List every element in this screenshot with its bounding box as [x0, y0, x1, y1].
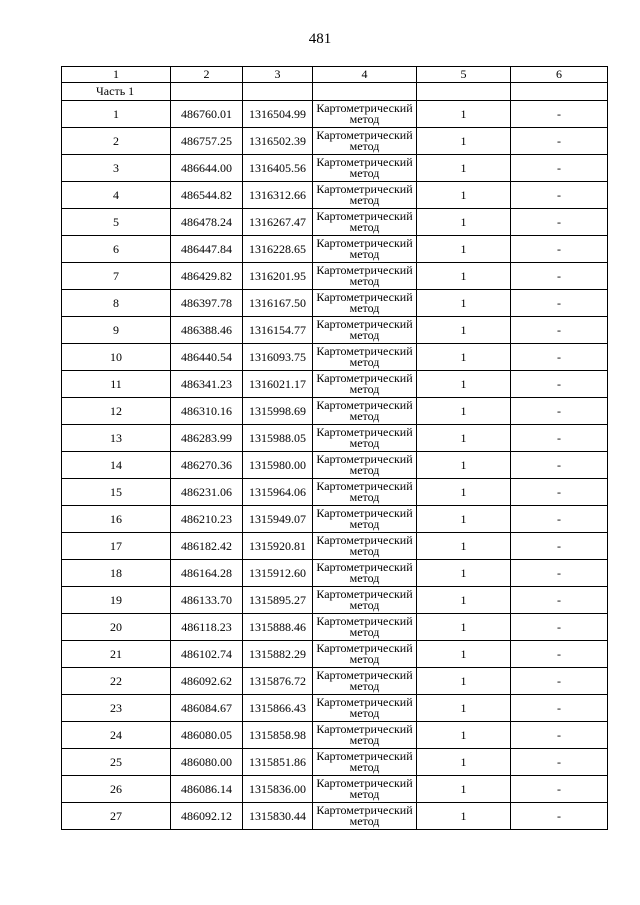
y-coordinate-cell: 1316201.95 [243, 263, 313, 290]
table-row [62, 668, 608, 695]
accuracy-cell: 1 [417, 452, 511, 479]
accuracy-cell: 1 [417, 371, 511, 398]
accuracy-cell: 1 [417, 587, 511, 614]
note-cell: - [511, 668, 608, 695]
method-line-1: Картометрический [316, 398, 413, 412]
point-number-cell: 12 [62, 398, 171, 425]
method-cell [313, 749, 417, 776]
x-coordinate-cell: 486478.24 [171, 209, 243, 236]
point-number-cell: 13 [62, 425, 171, 452]
method-line-1: Картометрический [316, 641, 413, 655]
method-cell [313, 776, 417, 803]
y-coordinate-cell: 1316154.77 [243, 317, 313, 344]
note-cell: - [511, 128, 608, 155]
method-cell [313, 641, 417, 668]
note-cell: - [511, 182, 608, 209]
x-coordinate-cell: 486182.42 [171, 533, 243, 560]
accuracy-cell: 1 [417, 506, 511, 533]
note-cell: - [511, 317, 608, 344]
point-number-cell: 5 [62, 209, 171, 236]
y-coordinate-cell: 1315998.69 [243, 398, 313, 425]
method-line-1: Картометрический [316, 452, 413, 466]
method-cell [313, 425, 417, 452]
method-cell [313, 290, 417, 317]
method-cell [313, 263, 417, 290]
note-cell: - [511, 641, 608, 668]
table-row [62, 452, 608, 479]
note-cell: - [511, 749, 608, 776]
x-coordinate-cell: 486447.84 [171, 236, 243, 263]
column-header: 4 [313, 67, 417, 83]
x-coordinate-cell: 486388.46 [171, 317, 243, 344]
method-cell [313, 560, 417, 587]
y-coordinate-cell: 1316405.56 [243, 155, 313, 182]
method-cell [313, 695, 417, 722]
x-coordinate-cell: 486118.23 [171, 614, 243, 641]
column-header: 3 [243, 67, 313, 83]
table-row [62, 803, 608, 830]
table-row [62, 128, 608, 155]
y-coordinate-cell: 1316167.50 [243, 290, 313, 317]
accuracy-cell: 1 [417, 695, 511, 722]
note-cell: - [511, 560, 608, 587]
point-number-cell: 1 [62, 101, 171, 128]
method-line-1: Картометрический [316, 101, 413, 115]
method-line-2: метод [349, 625, 380, 639]
method-line-1: Картометрический [316, 128, 413, 142]
table-row [62, 344, 608, 371]
accuracy-cell: 1 [417, 209, 511, 236]
accuracy-cell: 1 [417, 344, 511, 371]
y-coordinate-cell: 1315980.00 [243, 452, 313, 479]
accuracy-cell: 1 [417, 398, 511, 425]
y-coordinate-cell: 1315988.05 [243, 425, 313, 452]
empty-cell [243, 83, 313, 101]
y-coordinate-cell: 1315830.44 [243, 803, 313, 830]
column-header: 1 [62, 67, 171, 83]
point-number-cell: 26 [62, 776, 171, 803]
method-cell [313, 722, 417, 749]
method-line-1: Картометрический [316, 533, 413, 547]
accuracy-cell: 1 [417, 776, 511, 803]
table-row [62, 776, 608, 803]
note-cell: - [511, 803, 608, 830]
method-line-2: метод [349, 598, 380, 612]
method-line-2: метод [349, 301, 380, 315]
table-row [62, 317, 608, 344]
method-line-1: Картометрический [316, 614, 413, 628]
method-line-2: метод [349, 355, 380, 369]
method-cell [313, 587, 417, 614]
note-cell: - [511, 101, 608, 128]
accuracy-cell: 1 [417, 668, 511, 695]
x-coordinate-cell: 486133.70 [171, 587, 243, 614]
method-line-1: Картометрический [316, 236, 413, 250]
y-coordinate-cell: 1316504.99 [243, 101, 313, 128]
table-row [62, 641, 608, 668]
method-line-1: Картометрический [316, 290, 413, 304]
accuracy-cell: 1 [417, 290, 511, 317]
method-line-2: метод [349, 463, 380, 477]
point-number-cell: 6 [62, 236, 171, 263]
x-coordinate-cell: 486544.82 [171, 182, 243, 209]
table-row [62, 101, 608, 128]
method-line-2: метод [349, 220, 380, 234]
method-line-2: метод [349, 679, 380, 693]
method-line-2: метод [349, 436, 380, 450]
column-header: 5 [417, 67, 511, 83]
note-cell: - [511, 587, 608, 614]
point-number-cell: 20 [62, 614, 171, 641]
table-row [62, 749, 608, 776]
y-coordinate-cell: 1316312.66 [243, 182, 313, 209]
point-number-cell: 11 [62, 371, 171, 398]
method-cell [313, 155, 417, 182]
point-number-cell: 9 [62, 317, 171, 344]
point-number-cell: 2 [62, 128, 171, 155]
method-line-1: Картометрический [316, 182, 413, 196]
method-line-2: метод [349, 193, 380, 207]
y-coordinate-cell: 1315888.46 [243, 614, 313, 641]
point-number-cell: 16 [62, 506, 171, 533]
point-number-cell: 14 [62, 452, 171, 479]
coordinates-table [61, 66, 608, 830]
accuracy-cell: 1 [417, 479, 511, 506]
method-line-1: Картометрический [316, 695, 413, 709]
note-cell: - [511, 290, 608, 317]
y-coordinate-cell: 1316502.39 [243, 128, 313, 155]
accuracy-cell: 1 [417, 101, 511, 128]
method-line-2: метод [349, 409, 380, 423]
section-label: Часть 1 [62, 83, 171, 101]
accuracy-cell: 1 [417, 614, 511, 641]
table-row [62, 371, 608, 398]
accuracy-cell: 1 [417, 128, 511, 155]
y-coordinate-cell: 1316093.75 [243, 344, 313, 371]
note-cell: - [511, 479, 608, 506]
point-number-cell: 15 [62, 479, 171, 506]
empty-cell [511, 83, 608, 101]
method-line-1: Картометрический [316, 722, 413, 736]
x-coordinate-cell: 486760.01 [171, 101, 243, 128]
method-line-1: Картометрический [316, 371, 413, 385]
method-cell [313, 101, 417, 128]
x-coordinate-cell: 486164.28 [171, 560, 243, 587]
point-number-cell: 10 [62, 344, 171, 371]
page-number: 481 [308, 31, 332, 47]
column-header: 6 [511, 67, 608, 83]
y-coordinate-cell: 1315866.43 [243, 695, 313, 722]
x-coordinate-cell: 486757.25 [171, 128, 243, 155]
table-row [62, 722, 608, 749]
method-cell [313, 236, 417, 263]
y-coordinate-cell: 1315882.29 [243, 641, 313, 668]
note-cell: - [511, 452, 608, 479]
y-coordinate-cell: 1315964.06 [243, 479, 313, 506]
method-line-1: Картометрический [316, 209, 413, 223]
method-line-2: метод [349, 652, 380, 666]
method-cell [313, 614, 417, 641]
accuracy-cell: 1 [417, 749, 511, 776]
accuracy-cell: 1 [417, 560, 511, 587]
table-row [62, 614, 608, 641]
method-line-2: метод [349, 814, 380, 828]
accuracy-cell: 1 [417, 425, 511, 452]
x-coordinate-cell: 486080.00 [171, 749, 243, 776]
y-coordinate-cell: 1315920.81 [243, 533, 313, 560]
x-coordinate-cell: 486341.23 [171, 371, 243, 398]
method-cell [313, 209, 417, 236]
x-coordinate-cell: 486092.12 [171, 803, 243, 830]
column-header: 2 [171, 67, 243, 83]
method-cell [313, 533, 417, 560]
empty-cell [417, 83, 511, 101]
method-line-1: Картометрический [316, 506, 413, 520]
table-row [62, 479, 608, 506]
point-number-cell: 25 [62, 749, 171, 776]
x-coordinate-cell: 486429.82 [171, 263, 243, 290]
point-number-cell: 27 [62, 803, 171, 830]
x-coordinate-cell: 486080.05 [171, 722, 243, 749]
method-line-1: Картометрический [316, 479, 413, 493]
point-number-cell: 7 [62, 263, 171, 290]
y-coordinate-cell: 1316267.47 [243, 209, 313, 236]
method-cell [313, 371, 417, 398]
table-row [62, 533, 608, 560]
note-cell: - [511, 722, 608, 749]
method-line-1: Картометрический [316, 425, 413, 439]
accuracy-cell: 1 [417, 722, 511, 749]
x-coordinate-cell: 486086.14 [171, 776, 243, 803]
x-coordinate-cell: 486092.62 [171, 668, 243, 695]
method-cell [313, 398, 417, 425]
table-row [62, 263, 608, 290]
point-number-cell: 19 [62, 587, 171, 614]
point-number-cell: 4 [62, 182, 171, 209]
note-cell: - [511, 371, 608, 398]
method-line-1: Картометрический [316, 749, 413, 763]
table-row [62, 398, 608, 425]
x-coordinate-cell: 486397.78 [171, 290, 243, 317]
method-line-1: Картометрический [316, 803, 413, 817]
section-row [62, 83, 608, 101]
table-header-row [62, 67, 608, 83]
method-line-1: Картометрический [316, 155, 413, 169]
y-coordinate-cell: 1315876.72 [243, 668, 313, 695]
x-coordinate-cell: 486084.67 [171, 695, 243, 722]
x-coordinate-cell: 486310.16 [171, 398, 243, 425]
y-coordinate-cell: 1315836.00 [243, 776, 313, 803]
method-line-2: метод [349, 247, 380, 261]
accuracy-cell: 1 [417, 155, 511, 182]
table-row [62, 587, 608, 614]
method-line-1: Картометрический [316, 344, 413, 358]
point-number-cell: 18 [62, 560, 171, 587]
note-cell: - [511, 614, 608, 641]
method-line-1: Картометрический [316, 560, 413, 574]
method-cell [313, 668, 417, 695]
point-number-cell: 22 [62, 668, 171, 695]
method-line-1: Картометрический [316, 263, 413, 277]
empty-cell [171, 83, 243, 101]
table-row [62, 290, 608, 317]
y-coordinate-cell: 1315895.27 [243, 587, 313, 614]
note-cell: - [511, 344, 608, 371]
table-row [62, 425, 608, 452]
method-line-2: метод [349, 706, 380, 720]
table-row [62, 506, 608, 533]
method-line-2: метод [349, 166, 380, 180]
x-coordinate-cell: 486644.00 [171, 155, 243, 182]
method-line-2: метод [349, 139, 380, 153]
note-cell: - [511, 425, 608, 452]
method-line-2: метод [349, 112, 380, 126]
y-coordinate-cell: 1315851.86 [243, 749, 313, 776]
note-cell: - [511, 209, 608, 236]
table-row [62, 182, 608, 209]
method-cell [313, 344, 417, 371]
point-number-cell: 23 [62, 695, 171, 722]
note-cell: - [511, 398, 608, 425]
method-line-2: метод [349, 328, 380, 342]
method-line-2: метод [349, 544, 380, 558]
y-coordinate-cell: 1316021.17 [243, 371, 313, 398]
table-row [62, 560, 608, 587]
note-cell: - [511, 695, 608, 722]
method-cell [313, 479, 417, 506]
method-cell [313, 128, 417, 155]
method-line-1: Картометрический [316, 317, 413, 331]
method-line-2: метод [349, 787, 380, 801]
method-cell [313, 317, 417, 344]
table-row [62, 209, 608, 236]
note-cell: - [511, 155, 608, 182]
note-cell: - [511, 263, 608, 290]
method-line-2: метод [349, 274, 380, 288]
y-coordinate-cell: 1315949.07 [243, 506, 313, 533]
note-cell: - [511, 506, 608, 533]
method-line-2: метод [349, 490, 380, 504]
method-line-2: метод [349, 760, 380, 774]
x-coordinate-cell: 486270.36 [171, 452, 243, 479]
y-coordinate-cell: 1316228.65 [243, 236, 313, 263]
x-coordinate-cell: 486283.99 [171, 425, 243, 452]
method-line-2: метод [349, 733, 380, 747]
method-cell [313, 452, 417, 479]
table-body [62, 67, 608, 830]
x-coordinate-cell: 486102.74 [171, 641, 243, 668]
table-row [62, 155, 608, 182]
accuracy-cell: 1 [417, 317, 511, 344]
empty-cell [313, 83, 417, 101]
accuracy-cell: 1 [417, 236, 511, 263]
point-number-cell: 8 [62, 290, 171, 317]
method-line-1: Картометрический [316, 776, 413, 790]
point-number-cell: 21 [62, 641, 171, 668]
accuracy-cell: 1 [417, 263, 511, 290]
method-cell [313, 182, 417, 209]
note-cell: - [511, 236, 608, 263]
accuracy-cell: 1 [417, 182, 511, 209]
method-line-2: метод [349, 571, 380, 585]
point-number-cell: 24 [62, 722, 171, 749]
method-line-1: Картометрический [316, 668, 413, 682]
table-row [62, 236, 608, 263]
x-coordinate-cell: 486231.06 [171, 479, 243, 506]
note-cell: - [511, 533, 608, 560]
method-line-2: метод [349, 517, 380, 531]
x-coordinate-cell: 486210.23 [171, 506, 243, 533]
method-cell [313, 506, 417, 533]
accuracy-cell: 1 [417, 533, 511, 560]
method-line-2: метод [349, 382, 380, 396]
y-coordinate-cell: 1315858.98 [243, 722, 313, 749]
method-line-1: Картометрический [316, 587, 413, 601]
accuracy-cell: 1 [417, 641, 511, 668]
method-cell [313, 803, 417, 830]
point-number-cell: 3 [62, 155, 171, 182]
y-coordinate-cell: 1315912.60 [243, 560, 313, 587]
table-row [62, 695, 608, 722]
accuracy-cell: 1 [417, 803, 511, 830]
point-number-cell: 17 [62, 533, 171, 560]
note-cell: - [511, 776, 608, 803]
x-coordinate-cell: 486440.54 [171, 344, 243, 371]
